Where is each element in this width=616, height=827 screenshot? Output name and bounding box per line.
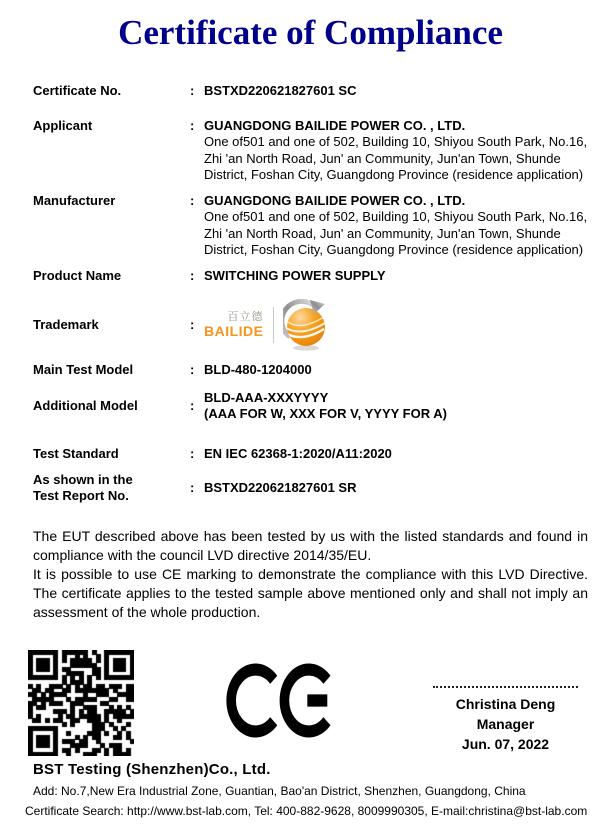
applicant-address-line: Zhi 'an North Road, Jun' an Community, Jun'an Town, Shunde (204, 150, 561, 166)
certificate-no-value: BSTXD220621827601 SC (204, 83, 357, 98)
trademark-ball-icon (283, 299, 329, 351)
issuer-contact-line: Certificate Search: http://www.bst-lab.com, Tel: 400-882-9628, 8009990305, E-mail:christina@bst-lab.com (25, 804, 588, 818)
signature-date: Jun. 07, 2022 (461, 736, 550, 752)
applicant-company: GUANGDONG BAILIDE POWER CO. , LTD. (204, 117, 466, 133)
compliance-paragraph: The EUT described above has been tested by us with the listed standards and found in compliance with the council LVD directive 2014/35/EU. (33, 528, 588, 563)
applicant-address-line: One of501 and one of 502, Building 10, Shiyou South Park, No.16, (204, 134, 588, 149)
signature-dotted-line (433, 686, 578, 688)
compliance-statement (33, 527, 588, 622)
field-row-test-standard (33, 446, 588, 463)
field-colon: : (190, 362, 195, 377)
main-test-model-value: BLD-480-1204000 (204, 362, 312, 377)
test-report-no-label-line: Test Report No. (33, 488, 129, 503)
signature-block (423, 686, 588, 754)
trademark-chinese-text: 百立德 (227, 311, 264, 323)
field-row-certificate-no (33, 83, 588, 100)
field-colon: : (190, 480, 195, 495)
manufacturer-address-line: District, Foshan City, Guangdong Province (residence application) (204, 242, 584, 257)
additional-model-label: Additional Model (33, 398, 138, 413)
applicant-address-line: District, Foshan City, Guangdong Province (residence application) (204, 167, 584, 182)
field-row-main-test-model (33, 362, 588, 379)
test-standard-label: Test Standard (33, 445, 119, 461)
signatory-role: Manager (476, 716, 535, 732)
field-row-test-report-no (33, 472, 588, 504)
field-row-trademark (33, 300, 588, 350)
applicant-value (204, 118, 588, 184)
manufacturer-address-line: Zhi 'an North Road, Jun' an Community, Jun'an Town, Shunde (204, 225, 561, 241)
field-row-applicant (33, 118, 588, 184)
product-name-value: SWITCHING POWER SUPPLY (204, 267, 386, 283)
main-test-model-label: Main Test Model (33, 362, 134, 377)
field-colon: : (190, 192, 195, 208)
field-colon: : (190, 83, 195, 98)
trademark-label: Trademark (33, 317, 99, 332)
ce-mark-icon (226, 663, 331, 738)
issuer-address: Add: No.7,New Era Industrial Zone, Guantian, Bao'an District, Shenzhen, Guangdong, China (33, 784, 526, 798)
manufacturer-value (204, 193, 588, 259)
test-standard-value: EN IEC 62368-1:2020/A11:2020 (204, 445, 392, 461)
additional-model-line: (AAA FOR W, XXX FOR V, YYYY FOR A) (204, 406, 447, 421)
certificate-title: Certificate of Compliance (118, 13, 503, 52)
test-report-no-value: BSTXD220621827601 SR (204, 479, 357, 495)
manufacturer-address-line: One of501 and one of 502, Building 10, Shiyou South Park, No.16, (204, 209, 588, 224)
ce-mark (134, 650, 423, 738)
field-row-product-name (33, 268, 588, 285)
field-colon: : (190, 117, 195, 133)
product-name-label: Product Name (33, 267, 122, 283)
trademark-logo (204, 300, 588, 350)
trademark-divider (273, 307, 274, 343)
manufacturer-label: Manufacturer (33, 192, 116, 208)
field-row-additional-model (33, 390, 588, 423)
test-report-no-label-line: As shown in the (33, 472, 133, 487)
marks-row (33, 650, 588, 756)
trademark-logo-text (204, 311, 264, 339)
test-report-no-label (33, 472, 190, 504)
issuer-company-name: BST Testing (Shenzhen)Co., Ltd. (33, 761, 271, 778)
field-colon: : (190, 267, 195, 283)
qr-code (28, 650, 134, 756)
field-colon: : (190, 445, 195, 461)
compliance-paragraph: It is possible to use CE marking to demonstrate the compliance with this LVD Directive. The certificate applies to the tested sample above mentioned only and shall not imply an assessment of the whole production. (33, 566, 588, 620)
additional-model-line: BLD-AAA-XXXYYYY (204, 389, 329, 405)
field-row-manufacturer (33, 193, 588, 259)
trademark-latin-text: BAILIDE (204, 323, 264, 339)
applicant-label: Applicant (33, 117, 93, 133)
certificate-no-label: Certificate No. (33, 83, 122, 98)
field-colon: : (190, 398, 195, 413)
field-colon: : (190, 317, 195, 332)
manufacturer-company: GUANGDONG BAILIDE POWER CO. , LTD. (204, 192, 466, 208)
additional-model-value (204, 390, 588, 423)
signatory-name: Christina Deng (455, 696, 556, 712)
